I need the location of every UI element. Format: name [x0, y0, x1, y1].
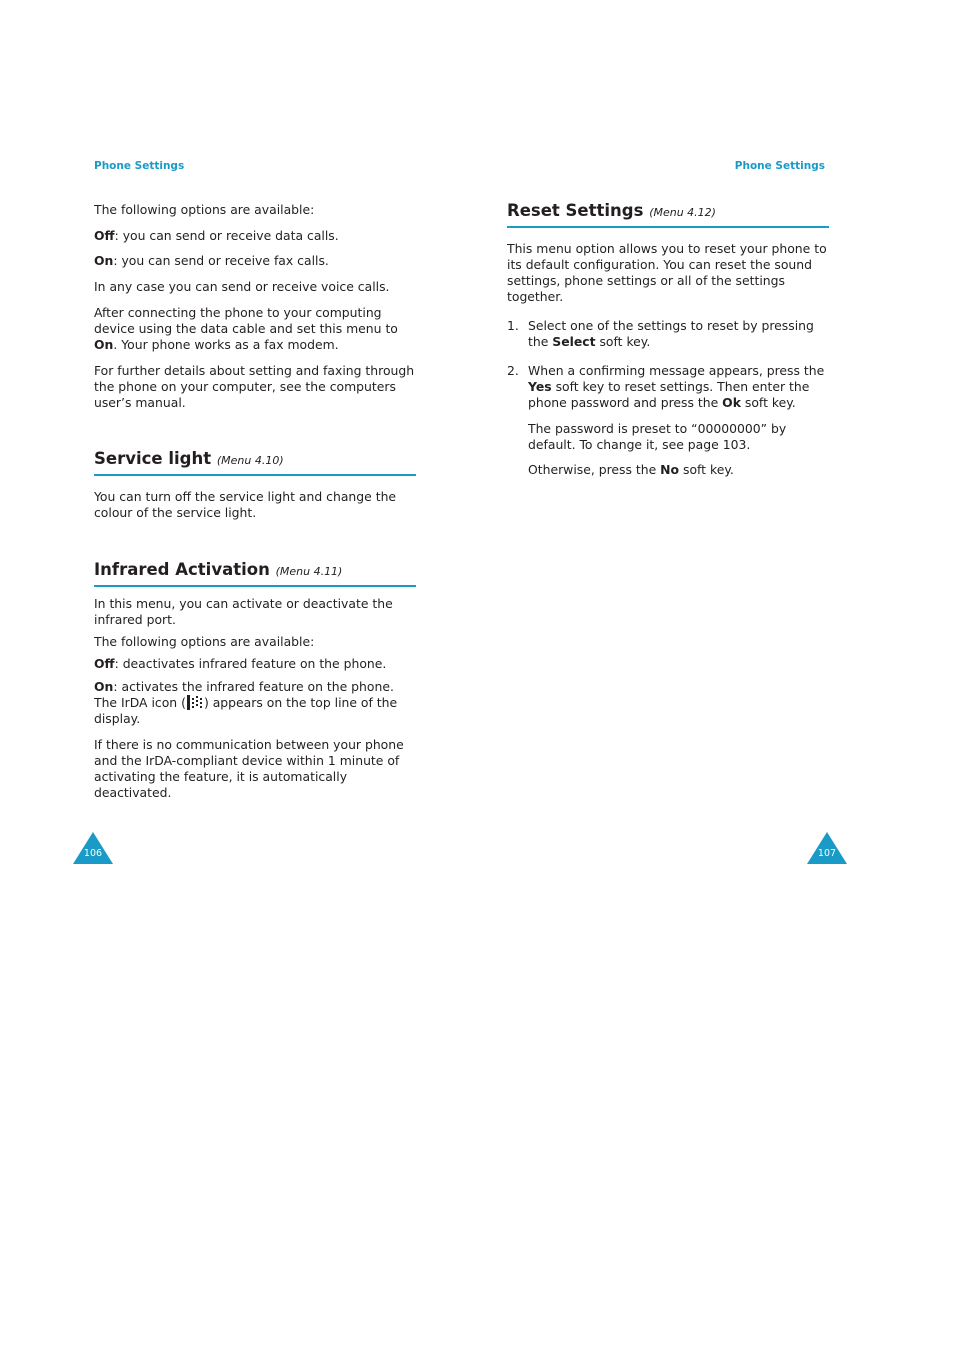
voice-note: In any case you can send or receive voice calls.	[94, 279, 390, 294]
no-communication-paragraph: If there is no communication between your phone and the IrDA-compliant device within 1 minute of activating the feature, it is automatically deactivated.	[94, 737, 404, 800]
after-connecting-paragraph: After connecting the phone to your computing device using the data cable and set this menu to On. Your phone works as a fax modem.	[94, 305, 398, 352]
on-label: On	[94, 253, 114, 268]
step-2-number: 2.	[507, 363, 519, 378]
reset-intro: This menu option allows you to reset your phone to its default configuration. You can reset the sound settings, phone settings or all of the settings together.	[507, 241, 827, 304]
step-1	[507, 318, 829, 350]
step-2	[507, 363, 829, 411]
off-option	[94, 228, 416, 244]
ir-on-option: On: activates the infrared feature on the phone. The IrDA icon ( ) appears on the top line of the display.	[94, 679, 398, 726]
password-note: The password is preset to “00000000” by default. To change it, see page 103.	[528, 421, 787, 452]
infrared-intro: In this menu, you can activate or deactivate the infrared port.	[94, 596, 393, 627]
running-header-left: Phone Settings	[94, 160, 185, 172]
page-number-left-text: 106	[83, 848, 103, 859]
service-light-text: You can turn off the service light and change the colour of the service light.	[94, 489, 397, 520]
reset-settings-menu-ref: (Menu 4.12)	[649, 206, 716, 219]
infrared-menu-ref: (Menu 4.11)	[275, 565, 343, 578]
reset-settings-heading: Reset Settings (Menu 4.12)	[507, 201, 829, 228]
on-option	[94, 253, 416, 269]
infrared-heading: Infrared Activation (Menu 4.11)	[94, 560, 416, 587]
running-header-right: Phone Settings	[734, 160, 825, 172]
ir-off-option: Off: deactivates infrared feature on the phone.	[94, 656, 387, 671]
further-details-paragraph: For further details about setting and faxing through the phone on your computer, see the computers user’s manual.	[94, 363, 415, 410]
infrared-options-intro: The following options are available:	[94, 634, 315, 649]
page-number-left	[73, 832, 113, 864]
step-1-text: Select one of the settings to reset by pressing the Select soft key.	[528, 318, 814, 349]
off-text: : you can send or receive data calls.	[114, 228, 339, 243]
on-text: : you can send or receive fax calls.	[113, 253, 329, 268]
otherwise-note: Otherwise, press the No soft key.	[528, 462, 734, 477]
step-2-text: When a confirming message appears, press the Yes soft key to reset settings. Then enter the phone password and press the Ok soft key.	[528, 363, 825, 410]
page-number-right	[807, 832, 847, 864]
service-light-heading: Service light (Menu 4.10)	[94, 449, 416, 476]
step-1-number: 1.	[507, 318, 519, 333]
options-intro: The following options are available:	[94, 202, 315, 217]
service-light-menu-ref: (Menu 4.10)	[216, 454, 284, 467]
off-label: Off	[94, 228, 115, 243]
irda-icon	[186, 695, 204, 710]
page-number-right-text: 107	[817, 848, 837, 859]
